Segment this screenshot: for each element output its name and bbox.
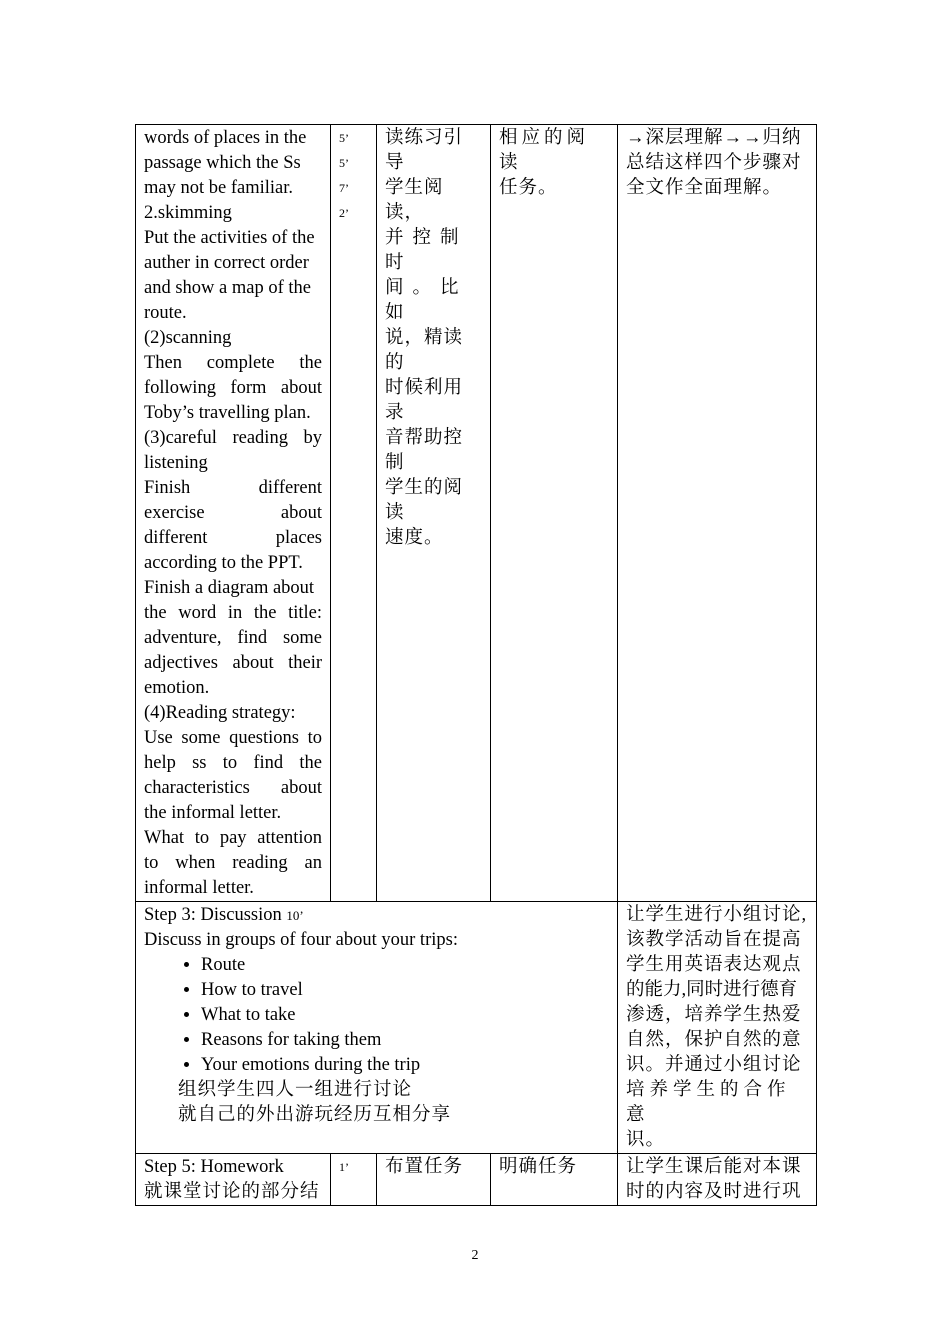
activity-line: following form about [144,378,322,398]
purpose-line: 该教学活动旨在提高 [626,930,802,950]
teacher-line: 并控制时 [385,228,468,273]
discussion-row [136,902,817,1154]
purpose-line: 识。并通过小组讨论 [626,1055,802,1075]
homework-teacher-cell [377,1154,491,1206]
teacher-line: 速度。 [385,528,444,548]
topic-item: • Your emotions during the trip [201,1053,609,1078]
topic-item: • What to take [201,1003,609,1028]
teacher-line: 说，精读的 [385,328,464,373]
purpose-line: 渗透，培养学生热爱 [626,1005,802,1025]
discussion-intro: Discuss in groups of four about your trips: [144,930,458,950]
teacher-line: 间。比如 [385,278,468,323]
activity-line: Use some questions to [144,728,322,748]
activity-line: 2.skimming [144,203,232,223]
activity-line: (4)Reading strategy: [144,703,296,723]
homework-activity-cell [136,1154,331,1206]
activity-line: exercise about [144,503,322,523]
activity-line: (2)scanning [144,328,232,348]
step-title [144,903,609,928]
time-value: 5’ [339,156,349,170]
step-title-text: Step 3: Discussion [144,905,287,925]
time-value: 7’ [339,181,349,195]
purpose-line: 让学生课后能对本课 [626,1157,802,1177]
purpose-line: 培养学生的合作意 [626,1080,791,1125]
homework-time-cell [331,1154,377,1206]
homework-purpose-cell [618,1154,817,1206]
activity-line: What to pay attention [144,828,322,848]
teacher-line: 读练习引导 [385,128,464,173]
homework-row [136,1154,817,1206]
time-cell [331,125,377,902]
student-activity-cell [491,125,618,902]
activity-line: passage which the Ss [144,153,301,173]
topic-item: • Reasons for taking them [201,1028,609,1053]
time-value: 2’ [339,206,349,220]
purpose-line: 学生用英语表达观点 [626,955,802,975]
topic-list [144,953,609,1078]
activity-line: 就课堂讨论的部分结 [144,1182,320,1202]
student-line: 相应的阅读 [499,128,590,173]
discussion-note: 组织学生四人一组进行讨论 [178,1080,413,1100]
activity-line: emotion. [144,678,210,698]
student-task: 明确任务 [499,1157,578,1177]
activity-line: may not be familiar. [144,178,293,198]
activity-line: Finish a diagram about [144,578,315,598]
activity-line: the word in the title: [144,603,322,623]
activity-line: listening [144,453,208,473]
teacher-activity-cell [377,125,491,902]
activity-line: adventure, find some [144,628,322,648]
activity-line: Toby’s travelling plan. [144,403,311,423]
activity-line: and show a map of the [144,278,311,298]
purpose-line: 全文作全面理解。 [626,178,783,198]
lesson-plan-table [135,124,817,1206]
activity-line: Step 5: Homework [144,1157,284,1177]
discussion-note: 就自己的外出游玩经历互相分享 [178,1105,452,1125]
discussion-purpose-cell [618,902,817,1154]
activity-line: (3)careful reading by [144,428,322,448]
activity-line: informal letter. [144,878,254,898]
activity-line: words of places in the [144,128,307,148]
time-value: 1’ [339,1160,349,1174]
purpose-line: →深层理解→→归纳 [626,128,802,148]
activity-line: different places [144,528,322,548]
activity-line: Finish different [144,478,322,498]
teacher-line: 音帮助控制 [385,428,464,473]
activity-line: according to the PPT. [144,553,303,573]
purpose-cell [618,125,817,902]
topic-item: • How to travel [201,978,609,1003]
activity-line: auther in correct order [144,253,309,273]
purpose-line: 的能力,同时进行德育 [626,980,798,1000]
topic-item: • Route [201,953,609,978]
student-line: 任务。 [499,178,558,198]
activity-line: Then complete the [144,353,322,373]
activity-line: characteristics about [144,778,322,798]
purpose-line: 自然，保护自然的意 [626,1030,802,1050]
page-number: 2 [471,1248,479,1263]
teacher-line: 学生的阅读 [385,478,464,523]
homework-student-cell [491,1154,618,1206]
teacher-task: 布置任务 [385,1157,464,1177]
activity-line: adjectives about their [144,653,322,673]
time-value: 5’ [339,131,349,145]
purpose-line: 时的内容及时进行巩 [626,1182,802,1202]
teacher-line: 时候利用录 [385,378,464,423]
discussion-cell [136,902,618,1154]
activity-line: Put the activities of the [144,228,315,248]
teacher-line: 学生阅读， [385,178,444,223]
activity-cell [136,125,331,902]
reading-row [136,125,817,902]
activity-line: the informal letter. [144,803,282,823]
purpose-line: 识。 [626,1130,666,1150]
purpose-line: 让学生进行小组讨论, [626,905,808,925]
activity-line: help ss to find the [144,753,322,773]
step-time: 10’ [286,908,304,923]
purpose-line: 总结这样四个步骤对 [626,153,802,173]
activity-line: to when reading an [144,853,322,873]
activity-line: route. [144,303,187,323]
